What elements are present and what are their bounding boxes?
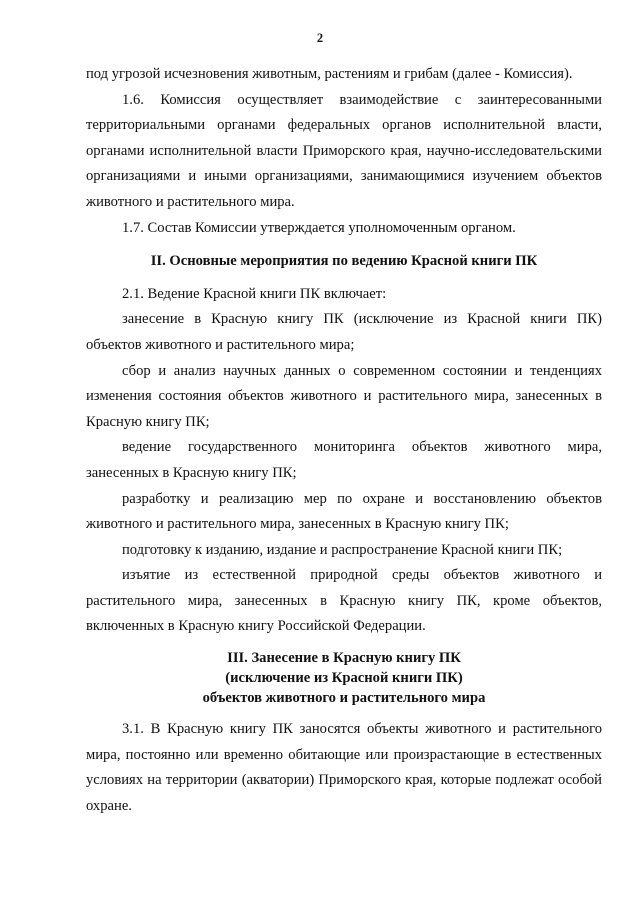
section-3-heading (86, 648, 602, 708)
page-number: 2 (316, 31, 324, 45)
paragraph-2-1: 2.1. Ведение Красной книги ПК включает: (122, 285, 387, 302)
section-3-heading-line: (исключение из Красной книги ПК) (225, 670, 463, 687)
paragraph-1-6: 1.6. Комиссия осуществляет взаимодействие с заинтересованными территориальными органами федеральных органов исполнительной власти, органами исполнительной власти Приморского края, научно-исследовательскими организациями и иными организациями, занимающимися изучением объектов животного и растительного мира. (86, 91, 602, 210)
list-item: изъятие из естественной природной среды объектов животного и растительного мира, занесенных в Красную книгу ПК, кроме объектов, включенных в Красную книгу Российской Федерации. (86, 567, 602, 635)
list-item: сбор и анализ научных данных о современном состоянии и тенденциях изменения состояния объектов животного и растительного мира, занесенных в Красную книгу ПК; (86, 362, 602, 430)
section-3-heading-line: объектов животного и растительного мира (202, 690, 486, 707)
paragraph-continuation: под угрозой исчезновения животным, растениям и грибам (далее - Комиссия). (86, 66, 573, 82)
document-body (86, 62, 602, 819)
paragraph-3-1: 3.1. В Красную книгу ПК заносятся объекты животного и растительного мира, постоянно или временно обитающие или произрастающие в естественных условиях на территории (акватории) Приморского края, которые подлежат особой охране. (86, 721, 602, 814)
list-item: подготовку к изданию, издание и распространение Красной книги ПК; (122, 541, 563, 558)
list-item: занесение в Красную книгу ПК (исключение из Красной книги ПК) объектов животного и растительного мира; (86, 311, 602, 353)
list-item: ведение государственного мониторинга объектов животного мира, занесенных в Красную книгу ПК; (86, 439, 602, 481)
paragraph-1-7: 1.7. Состав Комиссии утверждается уполномоченным органом. (122, 219, 516, 236)
section-3-heading-line: III. Занесение в Красную книгу ПК (227, 650, 461, 667)
section-2-heading: II. Основные мероприятия по ведению Красной книги ПК (150, 253, 538, 270)
list-item: разработку и реализацию мер по охране и восстановлению объектов животного и растительного мира, занесенных в Красную книгу ПК; (86, 490, 602, 533)
